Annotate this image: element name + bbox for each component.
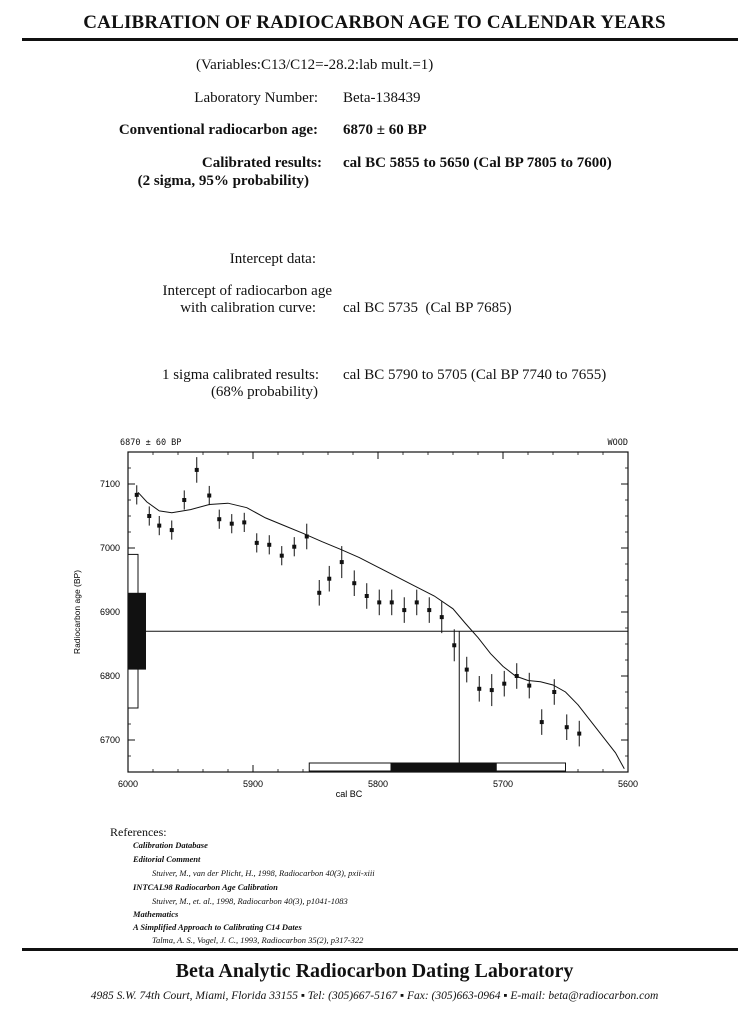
ref-mathematics: Mathematics [133,909,179,919]
age-1sigma-bar [128,593,146,670]
data-point [515,674,519,678]
ref-editorial-comment: Editorial Comment [133,854,201,864]
calibrated-sub: (2 sigma, 95% probability) [137,173,309,189]
data-point [182,498,186,502]
variables-line: (Variables:C13/C12=-28.2:lab mult.=1) [196,57,434,73]
page-title: CALIBRATION OF RADIOCARBON AGE TO CALENDAR YEARS [83,12,666,33]
one-sigma-label: 1 sigma calibrated results: [161,367,319,383]
data-point [317,591,321,595]
y-tick-label: 6700 [99,735,120,745]
intercept-heading: Intercept data: [229,251,316,267]
data-point [377,600,381,604]
references-heading: References: [110,825,167,839]
calibration-curve [138,492,624,769]
y-tick-label: 7000 [99,543,120,553]
data-point [255,541,259,545]
data-point [552,690,556,694]
data-point [415,600,419,604]
ref-stuiver-1998b: Stuiver, M., et. al., 1998, Radiocarbon 40(3), p1041-1083 [152,896,348,906]
data-point [217,517,221,521]
cal-1sigma-bar [391,763,497,771]
data-point [365,594,369,598]
footer-rule [22,948,738,951]
x-tick-label: 5700 [492,779,514,789]
lab-address: 4985 S.W. 74th Court, Miami, Florida 33155 ▪ Tel: (305)667-5167 ▪ Fax: (305)663-0964 ▪ E-mail: beta@radiocarbon.com [90,990,659,1002]
data-point [477,687,481,691]
data-point [490,688,494,692]
y-tick-label: 7100 [99,479,120,489]
data-point [292,545,296,549]
data-point [540,720,544,724]
chart-header-right: WOOD [607,438,628,448]
x-axis-label: cal BC [335,789,363,799]
lab-number-value: Beta-138439 [343,90,421,106]
intercept-value: cal BC 5735 (Cal BP 7685) [343,300,512,316]
ref-talma-vogel: Talma, A. S., Vogel, J. C., 1993, Radiocarbon 35(2), p317-322 [152,935,364,945]
y-tick-label: 6800 [99,671,120,681]
data-point [352,581,356,585]
data-point [340,560,344,564]
one-sigma-sub: (68% probability) [210,384,318,400]
one-sigma-value: cal BC 5790 to 5705 (Cal BP 7740 to 7655) [343,367,607,383]
data-point [577,732,581,736]
chart-header-left: 6870 ± 60 BP [120,438,182,448]
data-point [157,524,161,528]
conv-age-label: Conventional radiocarbon age: [118,122,318,138]
data-point [230,522,234,526]
data-point [267,543,271,547]
data-point [465,668,469,672]
calibrated-value: cal BC 5855 to 5650 (Cal BP 7805 to 7600) [343,155,612,171]
x-tick-label: 5600 [617,779,639,789]
data-point [327,577,331,581]
data-point [305,534,309,538]
x-tick-label: 5800 [367,779,389,789]
ref-calibration-database: Calibration Database [133,840,208,850]
ref-intcal98: INTCAL98 Radiocarbon Age Calibration [133,882,278,892]
lab-name: Beta Analytic Radiocarbon Dating Laboratory [175,960,574,982]
data-point [390,600,394,604]
conv-age-value: 6870 ± 60 BP [343,122,427,138]
y-tick-label: 6900 [99,607,120,617]
ref-simplified-approach: A Simplified Approach to Calibrating C14 Dates [133,922,302,932]
data-point [565,725,569,729]
data-point [402,608,406,612]
data-point [195,468,199,472]
ref-stuiver-1998a: Stuiver, M., van der Plicht, H., 1998, Radiocarbon 40(3), pxii-xiii [152,868,375,878]
data-point [427,608,431,612]
data-point [452,643,456,647]
intercept-label-2: with calibration curve: [180,300,316,316]
x-tick-label: 5900 [242,779,264,789]
data-point [170,528,174,532]
data-point [527,684,531,688]
lab-number-label: Laboratory Number: [194,90,318,106]
data-point [135,493,139,497]
plot-frame [128,452,628,772]
x-tick-label: 6000 [117,779,139,789]
y-axis-label: Radiocarbon age (BP) [72,569,82,655]
data-point [502,682,506,686]
data-point [147,514,151,518]
calibrated-label: Calibrated results: [201,155,322,171]
data-point [440,615,444,619]
data-point [207,494,211,498]
data-point [280,554,284,558]
data-point [242,520,246,524]
intercept-label-1: Intercept of radiocarbon age [162,283,332,299]
